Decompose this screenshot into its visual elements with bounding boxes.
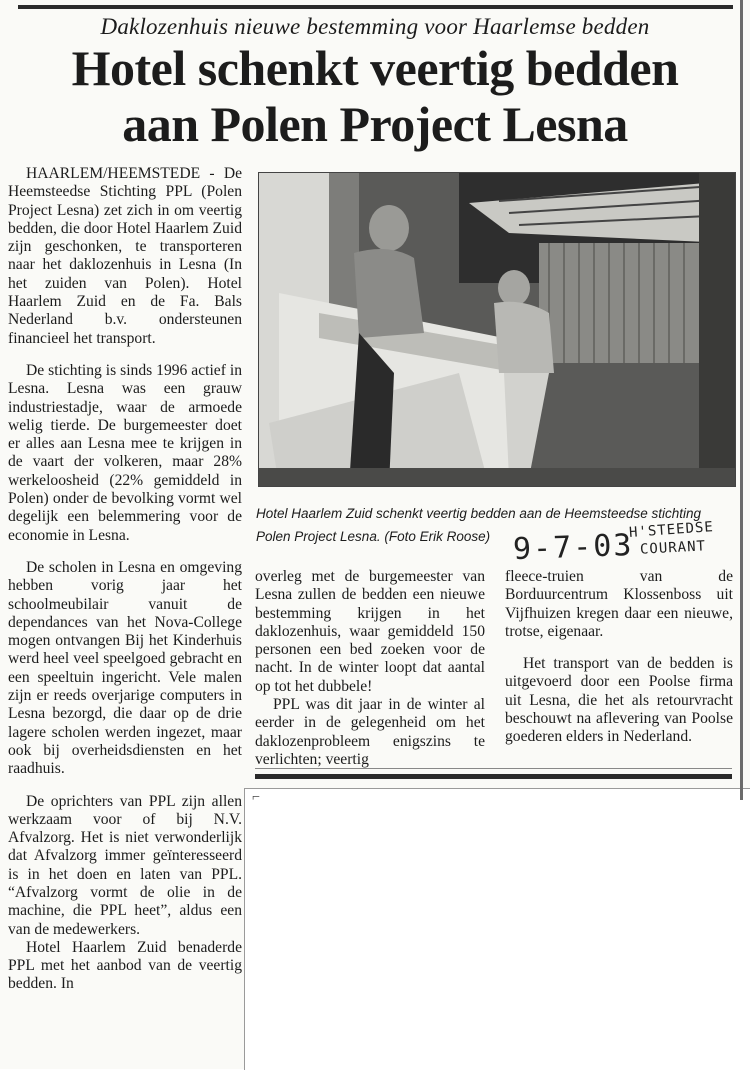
news-photo [258, 172, 736, 487]
top-rule [18, 5, 733, 9]
paragraph: De stichting is sinds 1996 actief in Lesna. Lesna was een grauw industriestadje, waar de armoede welig tierde. De burgemeester doet er alles aan Lesna mee te krijgen in de vaart der volkeren, maar 28% werkeloosheid (22% gemiddeld in Polen) onder de bevolking vormt wel degelijk een belemmering voor de economie in Lesna. [8, 361, 242, 544]
headline-line-2: aan Polen Project Lesna [122, 96, 628, 152]
corner-arrow-icon: ⌐ [252, 790, 260, 805]
photo-illustration [259, 173, 735, 486]
blank-paper-area [244, 788, 750, 1070]
article-column-1 [8, 165, 242, 994]
article-column-3 [505, 568, 733, 761]
kicker: Daklozenhuis nieuwe bestemming voor Haarlemse bedden [100, 14, 650, 39]
paragraph: PPL was dit jaar in de winter al eerder in de gelegenheid om het daklozenprobleem enigszins te verlichten; veertig [255, 696, 485, 768]
headline-line-1: Hotel schenkt veertig bedden [71, 40, 679, 96]
paragraph: Hotel Haarlem Zuid benaderde PPL met het aanbod van de veertig bedden. In [8, 938, 242, 993]
paragraph: fleece-truien van de Borduurcentrum Klossenboss uit Vijfhuizen kregen daar een nieuwe, trotse, eigenaar. [505, 568, 733, 640]
paragraph: HAARLEM/HEEMSTEDE - De Heemsteedse Stichting PPL (Polen Project Lesna) zet zich in om veertig bedden, die door Hotel Haarlem Zuid zijn geschonken, te transporteren naar het daklozenhuis in Lesna (In het zuiden van Polen). Hotel Haarlem Zuid en de Fa. Bals Nederland b.v. ondersteunen financieel het transport. [8, 165, 242, 347]
paragraph: De oprichters van PPL zijn allen werkzaam voor of bij N.V. Afvalzorg. Het is niet verwonderlijk dat Afvalzorg immer geïnteresseerd is in het doen en laten van PPL. “Afvalzorg vormt de olie in de machine, die PPL heet”, aldus een van de medewerkers. [8, 792, 242, 938]
bottom-rule [255, 774, 732, 779]
paragraph: overleg met de burgemeester van Lesna zullen de bedden een nieuwe bestemming krijgen in het daklozenhuis, waar gemiddeld 150 personen een bed zoeken voor de nacht. In de winter loopt dat aantal op tot het dubbele! [255, 568, 485, 695]
divider-line [255, 768, 732, 769]
article-column-2 [255, 568, 485, 769]
caption-line-2: Polen Project Lesna. (Foto Erik Roose) [256, 529, 491, 544]
handwritten-source-line-2: COURANT [639, 538, 707, 558]
handwritten-source-line-1: H'STEEDSE [628, 519, 715, 541]
paragraph: De scholen in Lesna en omgeving hebben vorig jaar het schoolmeubilair vanuit de dependances van het Nova-College mogen ontvangen Bij het Kinderhuis werd heel veel speelgoed gebracht en een speeltuin ingericht. Vele malen zijn er reeds overjarige computers in Lesna bezorgd, die daar op de drie lagere scholen werden ingezet, maar ook bij overheidsdiensten en het raadhuis. [8, 558, 242, 778]
headline [0, 40, 750, 152]
paragraph: Het transport van de bedden is uitgevoerd door een Poolse firma uit Lesna, die het als retourvracht beschouwt na aflevering van Poolse goederen elders in Nederland. [505, 655, 733, 746]
caption-line-1: Hotel Haarlem Zuid schenkt veertig bedden aan de Heemsteedse stichting [256, 506, 701, 521]
handwritten-date: 9-7-03 [512, 527, 634, 568]
